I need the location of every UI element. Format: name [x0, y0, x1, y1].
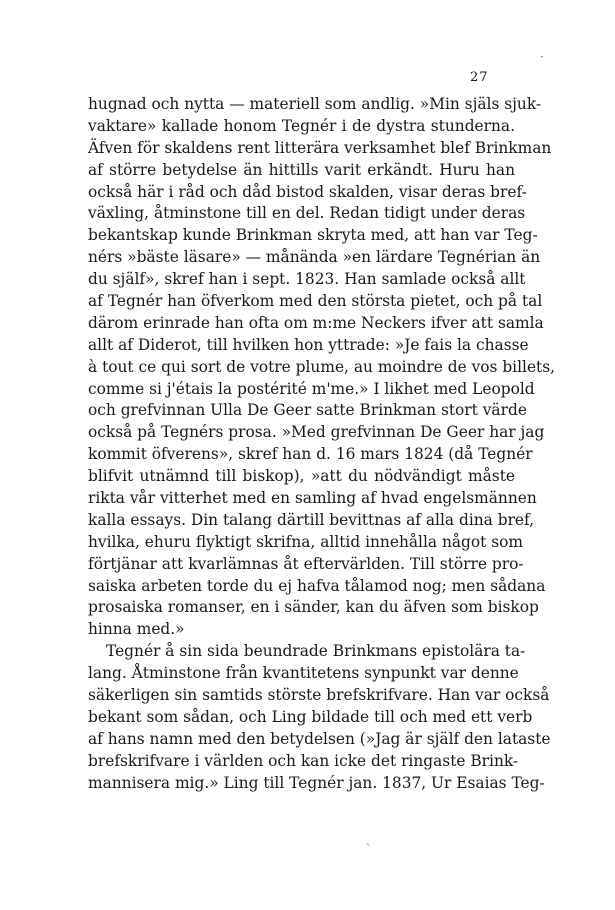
text-line: à tout ce qui sort de votre plume, au moindre de vos billets, [88, 357, 556, 376]
text-line: mannisera mig.» Ling till Tegnér jan. 1837, Ur Esaias Teg- [88, 773, 545, 792]
text-line: förtjänar att kvarlämnas åt eftervärlden. Till större pro- [88, 554, 524, 573]
text-line: prosaiska romanser, en i sänder, kan du äfven som biskop [88, 598, 539, 617]
text-line: brefskrifvare i världen och kan icke det ringaste Brink- [88, 751, 519, 770]
text-line: växling, åtminstone till en del. Redan tidigt under deras [88, 204, 526, 223]
text-line: också på Tegnérs prosa. »Med grefvinnan De Geer har jag [88, 423, 545, 442]
text-line: också här i råd och dåd bistod skalden, visar deras bref- [88, 182, 527, 201]
ink-speck: ˎ [366, 832, 370, 846]
text-line: comme si j'étais la postérité m'me.» I likhet med Leopold [88, 379, 535, 398]
text-line: vaktare» kallade honom Tegnér i de dystra stunderna. [88, 116, 515, 135]
text-line: nérs »bäste läsare» — månända »en lärdare Tegnérian än [88, 248, 541, 267]
text-line: därom erinrade han ofta om m:me Neckers ifver att samla [88, 313, 544, 332]
text-line: hvilka, ehuru flyktigt skrifna, alltid innehålla något som [88, 532, 523, 551]
text-line: kalla essays. Din talang därtill bevittnas af alla dina bref, [88, 510, 535, 529]
text-line: kommit öfverens», skref han d. 16 mars 1824 (då Tegnér [88, 445, 533, 464]
text-line: du själf», skref han i sept. 1823. Han samlade också allt [88, 270, 526, 289]
text-line: Tegnér å sin sida beundrade Brinkmans epistolära ta- [106, 642, 526, 661]
text-line: säkerligen sin samtids störste brefskrifvare. Han var också [88, 686, 550, 705]
text-line: af Tegnér han öfverkom med den största pietet, och på tal [88, 292, 543, 311]
text-line: Äfven för skaldens rent litterära verksamhet blef Brinkman [88, 138, 552, 157]
ink-speck: · [540, 50, 544, 64]
body-text [88, 94, 556, 795]
text-line: af större betydelse än hittills varit erkändt. Huru han [88, 160, 515, 179]
text-line: bekantskap kunde Brinkman skryta med, att han var Teg- [88, 226, 538, 245]
paragraph-2 [88, 641, 551, 794]
text-line: lang. Åtminstone från kvantitetens synpunkt var denne [88, 664, 519, 683]
text-line: bekant som sådan, och Ling bildade till och med ett verb [88, 707, 533, 726]
text-line: och grefvinnan Ulla De Geer satte Brinkman stort värde [88, 401, 527, 420]
paragraph-1 [88, 94, 556, 641]
text-line: hugnad och nytta — materiell som andlig. »Min själs sjuk- [88, 95, 542, 113]
text-line: allt af Diderot, till hvilken hon yttrade: »Je fais la chasse [88, 335, 529, 354]
page-number: 27 [470, 70, 489, 85]
text-line: saiska arbeten torde du ej hafva tålamod nog; men sådana [88, 576, 546, 595]
text-line: af hans namn med den betydelsen (»Jag är själf den lataste [88, 729, 551, 748]
text-line: hinna med.» [88, 620, 185, 639]
text-line: blifvit utnämnd till biskop), »att du nödvändigt måste [88, 467, 515, 486]
text-line: rikta vår vitterhet med en samling af hvad engelsmännen [88, 489, 537, 508]
